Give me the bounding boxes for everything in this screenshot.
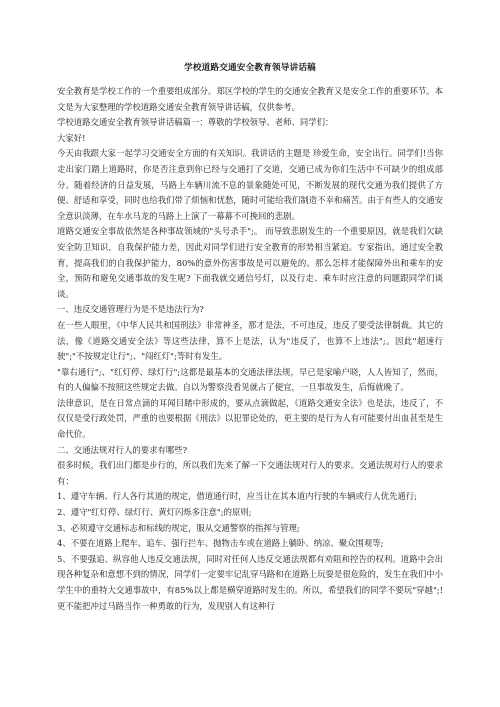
- paragraph-body: "靠右通行";、"红灯停、绿灯行";这都是最基本的交通法律法规，早已是家喻户晓，人人皆知了，然而，有的人偏偏不按照这些规定去做。自以为警察没看见就占了便宜，一旦事故发生，后悔就晚了。: [57, 366, 443, 393]
- paragraph-body: 很多时候，我们出门都是步行的，所以我们先来了解一下交通法规对行人的要求。交通法规对行人的要求有：: [57, 460, 443, 486]
- section-heading: 二、交通法规对行人的要求有哪些?: [57, 444, 188, 455]
- paragraph-greeting: 大家好!: [57, 132, 86, 143]
- list-item: 4、不要在道路上爬车、追车、强行拦车、抛物击车或在道路上躺卧、纳凉、聚众围观等;: [57, 538, 384, 549]
- list-item: 1、遵守车辆、行人各行其道的规定，借道通行时，应当让在其本道内行驶的车辆或行人优先通行;: [57, 491, 417, 502]
- paragraph-salutation: 学校道路交通安全教育领导讲话稿篇一：尊敬的学校领导、老师、同学们：: [57, 117, 334, 128]
- list-item: 5、不要强追、纵容他人违反交通法规，同时对任何人违反交通法规都有劝阻和控告的权利。道路中会出现各种复杂和意想不到的情况，同学们一定要牢记乱穿马路和在道路上玩耍是很危险的，发生在我们中小学生中的重特大交通事故中，有85%以上都是横穿道路时发生的。所以，希望我们的同学不要玩"穿越";! 更不能把冲过马路当作一种勇敢的行为，发现别人有这种行: [57, 553, 443, 611]
- paragraph-body: 道路交通安全事故依然是各种事故领域的"头号杀手";。 而导致悲剧发生的一个重要原因，就是我们欠缺安全防卫知识，自我保护能力差，因此对同学们进行安全教育的形势相当紧迫。专家指出，通过安全教育，提高我们的自我保护能力，80%的意外伤害事故是可以避免的。那么怎样才能保障外出和乘车的安全，预防和避免交通事故的发生呢? 下面我就交通信号灯，以及行走、乘车时应注意的问题跟同学们谈谈。: [57, 226, 443, 299]
- document-body: [57, 84, 443, 614]
- paragraph-body: 在一些人眼里，《中华人民共和国刑法》非常神圣，那才是法，不可违反，违反了要受法律制裁。其它的法，像《道路交通安全法》等这些法律，算不上是法，认为"违反了，也算不上违法";。因此"超速行驶";"不按规定让行";、"闯红灯";等时有发生。: [57, 319, 443, 362]
- paragraph-intro: 安全教育是学校工作的一个重要组成部分。郑区学校的学生的交通安全教育又是安全工作的重要环节。本文是为大家整理的学校道路交通安全教育领导讲话稿，仅供参考。: [57, 86, 443, 112]
- paragraph-body: 法律意识，是在日常点滴的耳闻目睹中形成的，要从点滴做起，《道路交通安全法》也是法，违反了，不仅仅是受行政处罚，严重的也要根据《刑法》以犯罪论处的，更主要的是行为人有可能要付出血甚至是生命代价。: [57, 397, 443, 440]
- document-title: 学校道路交通安全教育领导讲话稿: [184, 63, 316, 73]
- section-heading: 一、违反交通管理行为是不是违法行为?: [57, 304, 204, 315]
- paragraph-body: 今天由我跟大家一起学习交通安全方面的有关知识。我讲话的主题是 珍爱生命，安全出行。同学们!当你走出家门踏上道路时，你是否注意到你已经与交通打了交道，交通已成为你们生活中不可缺少的组成部分。随着经济的日益发展，马路上车辆川流不息的景象随处可见，不断发展的现代交通为我们提供了方便、舒适和享受，同时也给我们带了烦恼和忧愁，随时可能给我们制造不幸和痛苦。由于有些人的交通安全意识淡薄，在车水马龙的马路上上演了一幕幕不可挽回的悲剧。: [57, 148, 443, 221]
- list-item: 2、遵守"红灯停、绿灯行、黄灯闪烁多注意";的原则;: [57, 507, 252, 518]
- list-item: 3、必须遵守交通标志和标线的规定，服从交通警察的指挥与管理;: [57, 522, 300, 533]
